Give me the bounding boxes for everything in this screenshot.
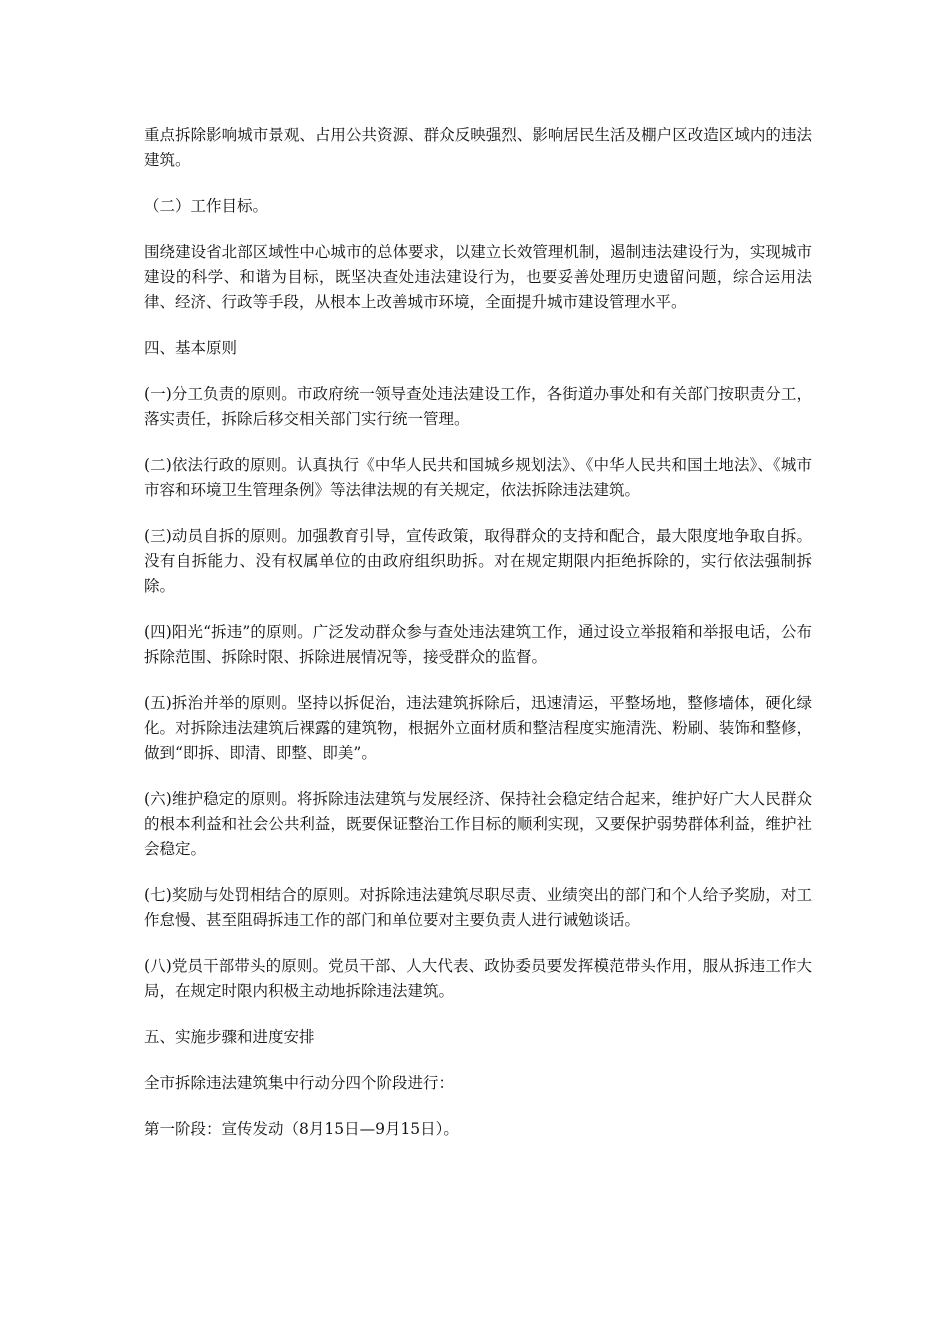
paragraph-principle-1: (一)分工负责的原则。市政府统一领导查处违法建设工作，各街道办事处和有关部门按职责分工，落实责任，拆除后移交相关部门实行统一管理。	[144, 385, 812, 428]
paragraph-principle-8: (八)党员干部带头的原则。党员干部、人大代表、政协委员要发挥模范带头作用，服从拆违工作大局，在规定时限内积极主动地拆除违法建筑。	[144, 957, 812, 1000]
paragraph-four-stages: 全市拆除违法建筑集中行动分四个阶段进行：	[144, 1074, 455, 1092]
heading-basic-principles: 四、基本原则	[144, 339, 238, 357]
paragraph-demolition-scope: 重点拆除影响城市景观、占用公共资源、群众反映强烈、影响居民生活及棚户区改造区域内的违法建筑。	[144, 126, 812, 169]
paragraph-stage-one: 第一阶段：宣传发动（8月15日—9月15日）。	[144, 1120, 459, 1138]
document-body	[144, 123, 812, 1163]
paragraph-work-goals: 围绕建设省北部区域性中心城市的总体要求，以建立长效管理机制，遏制违法建设行为，实现城市建设的科学、和谐为目标，既坚决查处违法建设行为，也要妥善处理历史遗留问题，综合运用法律、经济、行政等手段，从根本上改善城市环境，全面提升城市建设管理水平。	[144, 243, 812, 311]
paragraph-principle-4: (四)阳光“拆违”的原则。广泛发动群众参与查处违法建筑工作，通过设立举报箱和举报电话，公布拆除范围、拆除时限、拆除进展情况等，接受群众的监督。	[144, 623, 812, 666]
heading-implementation-steps: 五、实施步骤和进度安排	[144, 1028, 315, 1046]
paragraph-principle-3: (三)动员自拆的原则。加强教育引导，宣传政策，取得群众的支持和配合，最大限度地争取自拆。没有自拆能力、没有权属单位的由政府组织助拆。对在规定期限内拒绝拆除的，实行依法强制拆除。	[144, 527, 812, 595]
paragraph-principle-7: (七)奖励与处罚相结合的原则。对拆除违法建筑尽职尽责、业绩突出的部门和个人给予奖励，对工作怠慢、甚至阻碍拆违工作的部门和单位要对主要负责人进行诫勉谈话。	[144, 886, 812, 929]
paragraph-principle-5: (五)拆治并举的原则。坚持以拆促治，违法建筑拆除后，迅速清运，平整场地，整修墙体，硬化绿化。对拆除违法建筑后裸露的建筑物，根据外立面材质和整洁程度实施清洗、粉刷、装饰和整修，做到“即拆、即清、即整、即美”。	[144, 694, 812, 762]
paragraph-principle-6: (六)维护稳定的原则。将拆除违法建筑与发展经济、保持社会稳定结合起来，维护好广大人民群众的根本利益和社会公共利益，既要保证整治工作目标的顺利实现，又要保护弱势群体利益，维护社会稳定。	[144, 790, 812, 858]
paragraph-principle-2: (二)依法行政的原则。认真执行《中华人民共和国城乡规划法》、《中华人民共和国土地法》、《城市市容和环境卫生管理条例》等法律法规的有关规定，依法拆除违法建筑。	[144, 456, 812, 499]
heading-work-goals: （二）工作目标。	[144, 197, 269, 215]
